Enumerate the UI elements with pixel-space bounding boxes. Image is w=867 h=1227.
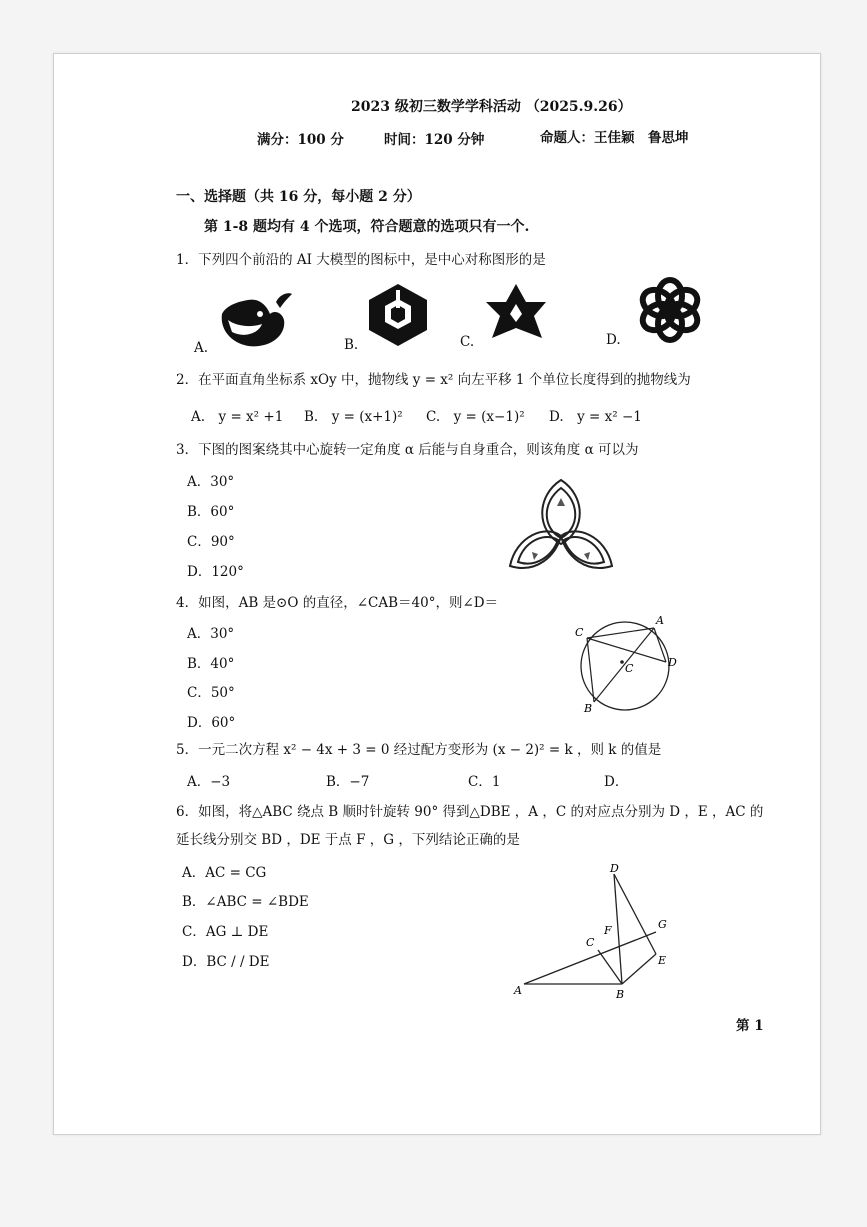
q1-icon-a-whale-icon — [214, 284, 294, 354]
authors: 命题人：王佳颖 鲁思坤 — [540, 130, 689, 146]
q5-option-d: D． — [604, 774, 629, 790]
question-4-stem: 4．如图，AB 是⊙O 的直径，∠CAB＝40°，则∠D＝ — [176, 595, 499, 611]
q6-rotation-figure — [512, 864, 682, 1004]
q6-label-e: E — [658, 954, 667, 967]
q6-label-b: B — [616, 988, 625, 1001]
page-number: 第 1 — [736, 1018, 764, 1034]
q6-label-d: D — [610, 862, 619, 875]
q2-option-a: A. y = x² +1 — [191, 409, 284, 425]
q5-option-b: B．−7 — [326, 774, 370, 790]
q3-triquetra-figure — [506, 476, 616, 576]
q4-label-d: D — [668, 656, 677, 669]
q4-label-a: A — [656, 614, 664, 627]
question-5-stem: 5．一元二次方程 x² − 4x + 3 = 0 经过配方变形为 (x − 2)² = k ，则 k 的值是 — [176, 742, 662, 758]
full-score: 满分：100 分 — [257, 132, 344, 148]
q4-circle-figure — [570, 614, 680, 714]
q1-icon-c-star-icon — [484, 282, 548, 346]
q2-option-b: B. y = (x+1)² — [304, 409, 403, 425]
q6-option-a: A．AC = CG — [182, 865, 267, 881]
q4-option-d: D．60° — [187, 715, 236, 731]
q2-option-c: C. y = (x−1)² — [426, 409, 525, 425]
q6-label-g: G — [658, 918, 667, 931]
q3-option-b: B．60° — [187, 504, 235, 520]
section-note: 第 1-8 题均有 4 个选项，符合题意的选项只有一个. — [204, 219, 530, 235]
q6-option-c: C．AG ⊥ DE — [182, 924, 269, 940]
q4-option-c: C．50° — [187, 685, 235, 701]
q6-label-a: A — [514, 984, 522, 997]
exam-time: 时间：120 分钟 — [384, 132, 485, 148]
q6-label-f: F — [604, 924, 612, 937]
q3-option-a: A．30° — [187, 474, 235, 490]
question-3-stem: 3．下图的图案绕其中心旋转一定角度 α 后能与自身重合，则该角度 α 可以为 — [176, 442, 639, 458]
q3-option-c: C．90° — [187, 534, 235, 550]
question-2-stem: 2．在平面直角坐标系 xOy 中，抛物线 y = x² 向左平移 1 个单位长度得到的抛物线为 — [176, 372, 691, 388]
q1-option-a-label: A. — [194, 340, 209, 356]
question-6-stem-line2: 延长线分别交 BD ，DE 于点 F ，G ，下列结论正确的是 — [176, 832, 520, 848]
section-heading: 一、选择题（共 16 分，每小题 2 分） — [176, 189, 421, 205]
q3-option-d: D．120° — [187, 564, 244, 580]
q5-option-a: A．−3 — [187, 774, 231, 790]
q1-option-b-label: B. — [344, 337, 359, 353]
q2-option-d: D. y = x² −1 — [549, 409, 642, 425]
q1-option-d-label: D. — [606, 332, 621, 348]
q4-label-center: C — [625, 662, 634, 675]
q4-option-a: A．30° — [187, 626, 235, 642]
page-title: 2023 级初三数学学科活动 （2025.9.26） — [351, 99, 632, 115]
q1-icon-b-hexagon-cube-icon — [367, 282, 429, 348]
q4-option-b: B．40° — [187, 656, 235, 672]
exam-sheet — [53, 53, 821, 1135]
q1-option-c-label: C. — [460, 334, 475, 350]
q4-label-c: C — [575, 626, 584, 639]
q5-option-c: C．1 — [468, 774, 501, 790]
q1-icon-d-knot-icon — [636, 276, 704, 344]
q6-label-c: C — [586, 936, 595, 949]
q4-label-b: B — [584, 702, 593, 715]
question-1-stem: 1．下列四个前沿的 AI 大模型的图标中，是中心对称图形的是 — [176, 252, 546, 268]
q6-option-b: B．∠ABC = ∠BDE — [182, 894, 309, 910]
q6-option-d: D．BC / / DE — [182, 954, 270, 970]
question-6-stem-line1: 6．如图，将△ABC 绕点 B 顺时针旋转 90° 得到△DBE ，A ，C 的对应点分别为 D ，E ，AC 的 — [176, 804, 764, 820]
